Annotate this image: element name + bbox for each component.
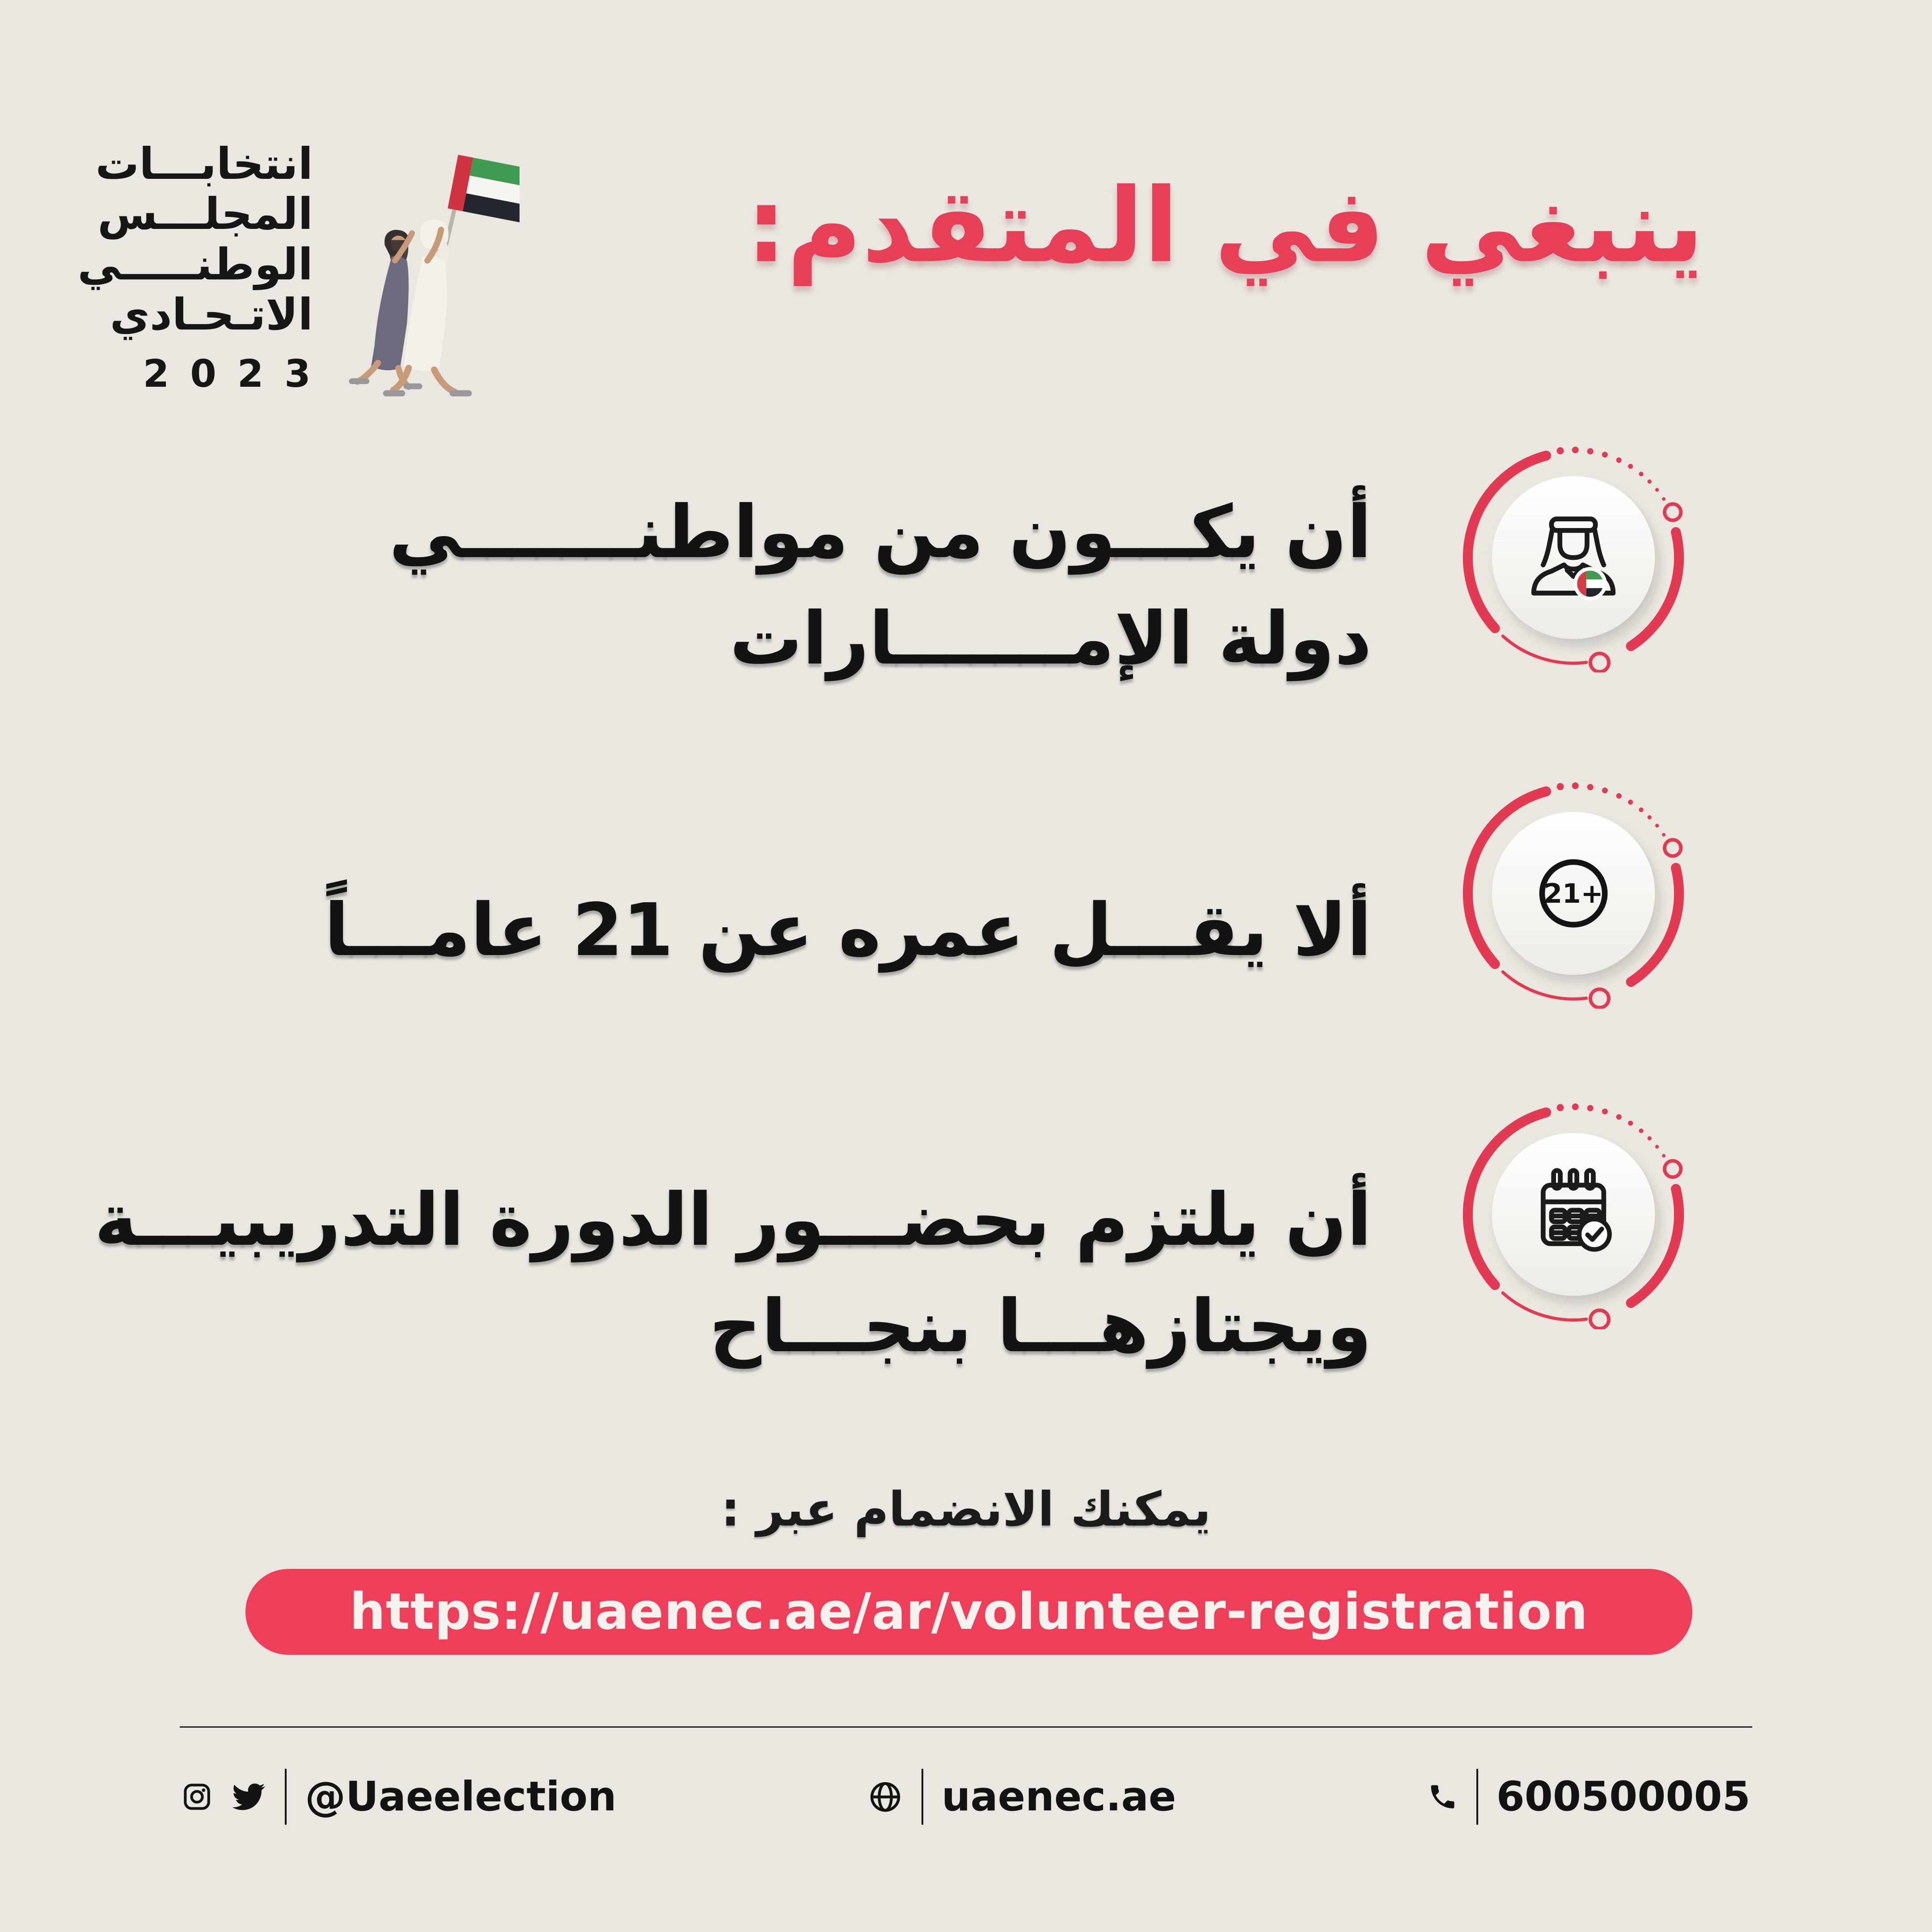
- logo-wordmark: [77, 139, 313, 399]
- requirement-citizenship-line1: أن يكـــون من مواطنـــــــي: [389, 490, 1372, 575]
- logo-line-3: الوطنـــــي: [77, 239, 313, 290]
- footer-phone-group: [1427, 1769, 1750, 1825]
- footer: [182, 1764, 1750, 1830]
- globe-icon: [867, 1779, 903, 1815]
- requirement-age: [324, 877, 1372, 984]
- age-21-plus-icon: [1459, 778, 1688, 1008]
- footer-divider-bar: [922, 1769, 923, 1825]
- footer-divider: [180, 1726, 1752, 1728]
- election-2023-logo: [77, 139, 520, 425]
- requirement-citizenship: [389, 479, 1372, 692]
- footer-website-group: [867, 1769, 1176, 1825]
- social-handle[interactable]: @Uaeelection: [305, 1773, 617, 1820]
- requirement-training-line1: أن يلتزم بحضـــور الدورة التدريبيـــة: [94, 1178, 1372, 1262]
- requirement-training: [94, 1167, 1372, 1380]
- children-with-uae-flag-illustration: [315, 131, 520, 414]
- logo-line-2: المجلـــس: [97, 189, 313, 240]
- logo-year: 2 0 2 3: [143, 351, 313, 396]
- phone-number[interactable]: 600500005: [1496, 1773, 1750, 1820]
- twitter-icon[interactable]: [231, 1779, 266, 1815]
- page-title: ينبغي في المتقدم:: [746, 166, 1704, 286]
- instagram-icon[interactable]: [182, 1781, 212, 1812]
- uae-flag-icon: [448, 155, 520, 224]
- footer-divider-bar: [1476, 1769, 1478, 1825]
- registration-url[interactable]: https://uaenec.ae/ar/volunteer-registration: [350, 1582, 1588, 1641]
- training-calendar-icon: [1459, 1099, 1688, 1329]
- emirati-citizen-icon: [1459, 443, 1688, 672]
- logo-line-1: انتخابـــات: [95, 139, 313, 190]
- footer-divider-bar: [285, 1769, 287, 1825]
- join-via-label: يمكنك الانضمام عبر :: [721, 1482, 1211, 1537]
- requirement-citizenship-line2: دولة الإمـــــــارات: [730, 596, 1372, 681]
- registration-url-button[interactable]: [245, 1569, 1692, 1655]
- phone-icon: [1427, 1781, 1458, 1812]
- requirement-training-line2: ويجتازهـــا بنجـــاح: [709, 1285, 1372, 1369]
- footer-social-group: [182, 1769, 617, 1825]
- logo-line-4: الاتـحـادي: [110, 289, 313, 340]
- website-url[interactable]: uaenec.ae: [941, 1773, 1176, 1820]
- requirement-age-line1: ألا يقـــل عمره عن 21 عامـــاً: [324, 888, 1372, 972]
